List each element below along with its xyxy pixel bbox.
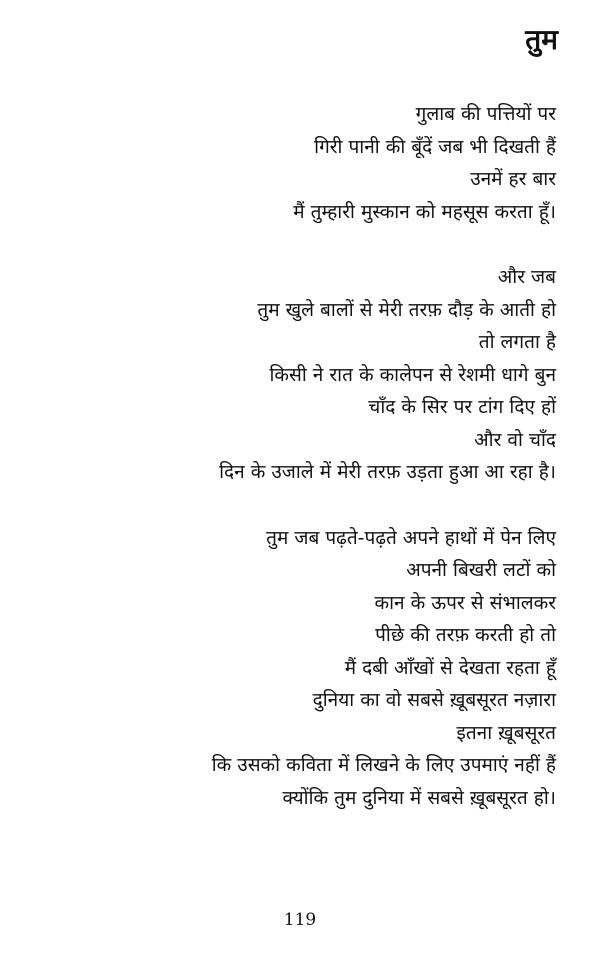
stanza-3 xyxy=(36,522,556,815)
poem-line: इतना ख़ूबसूरत xyxy=(456,721,556,744)
poem-title: तुम xyxy=(525,23,558,56)
poem-line: मैं तुम्हारी मुस्कान को महसूस करता हूँ। xyxy=(293,200,556,223)
poem-line: गुलाब की पत्तियों पर xyxy=(415,103,556,125)
poem-line: मैं दबी आँखों से देखता रहता हूँ xyxy=(344,656,556,679)
poem-body xyxy=(36,98,556,847)
poem-line: और वो चाँद xyxy=(474,428,556,451)
poem-line: अपनी बिखरी लटों को xyxy=(406,559,556,581)
stanza-1 xyxy=(36,98,556,228)
poem-line: तुम जब पढ़ते-पढ़ते अपने हाथों में पेन लिए xyxy=(266,526,556,549)
poem-line: पीछे की तरफ़ करती हो तो xyxy=(375,624,556,646)
poem-line: तो लगता है xyxy=(478,331,556,353)
poem-line: कि उसको कविता में लिखने के लिए उपमाएं नहीं हैं xyxy=(211,754,556,776)
poem-line: चाँद के सिर पर टांग दिए हों xyxy=(368,396,556,418)
page-number: 119 xyxy=(283,910,317,930)
poem-line: कान के ऊपर से संभालकर xyxy=(374,591,556,614)
poem-line: गिरी पानी की बूँदें जब भी दिखती हैं xyxy=(314,135,556,158)
poem-line: तुम खुले बालों से मेरी तरफ़ दौड़ के आती हो xyxy=(257,298,556,321)
poem-line: क्योंकि तुम दुनिया में सबसे ख़ूबसूरत हो। xyxy=(282,786,556,809)
poem-line: उनमें हर बार xyxy=(470,168,556,190)
poem-line: और जब xyxy=(497,266,556,288)
poem-line: दिन के उजाले में मेरी तरफ़ उड़ता हुआ आ रहा है। xyxy=(219,461,556,483)
stanza-2 xyxy=(36,261,556,489)
poem-line: किसी ने रात के कालेपन से रेशमी धागे बुन xyxy=(269,363,556,386)
poem-line: दुनिया का वो सबसे ख़ूबसूरत नज़ारा xyxy=(312,689,556,711)
